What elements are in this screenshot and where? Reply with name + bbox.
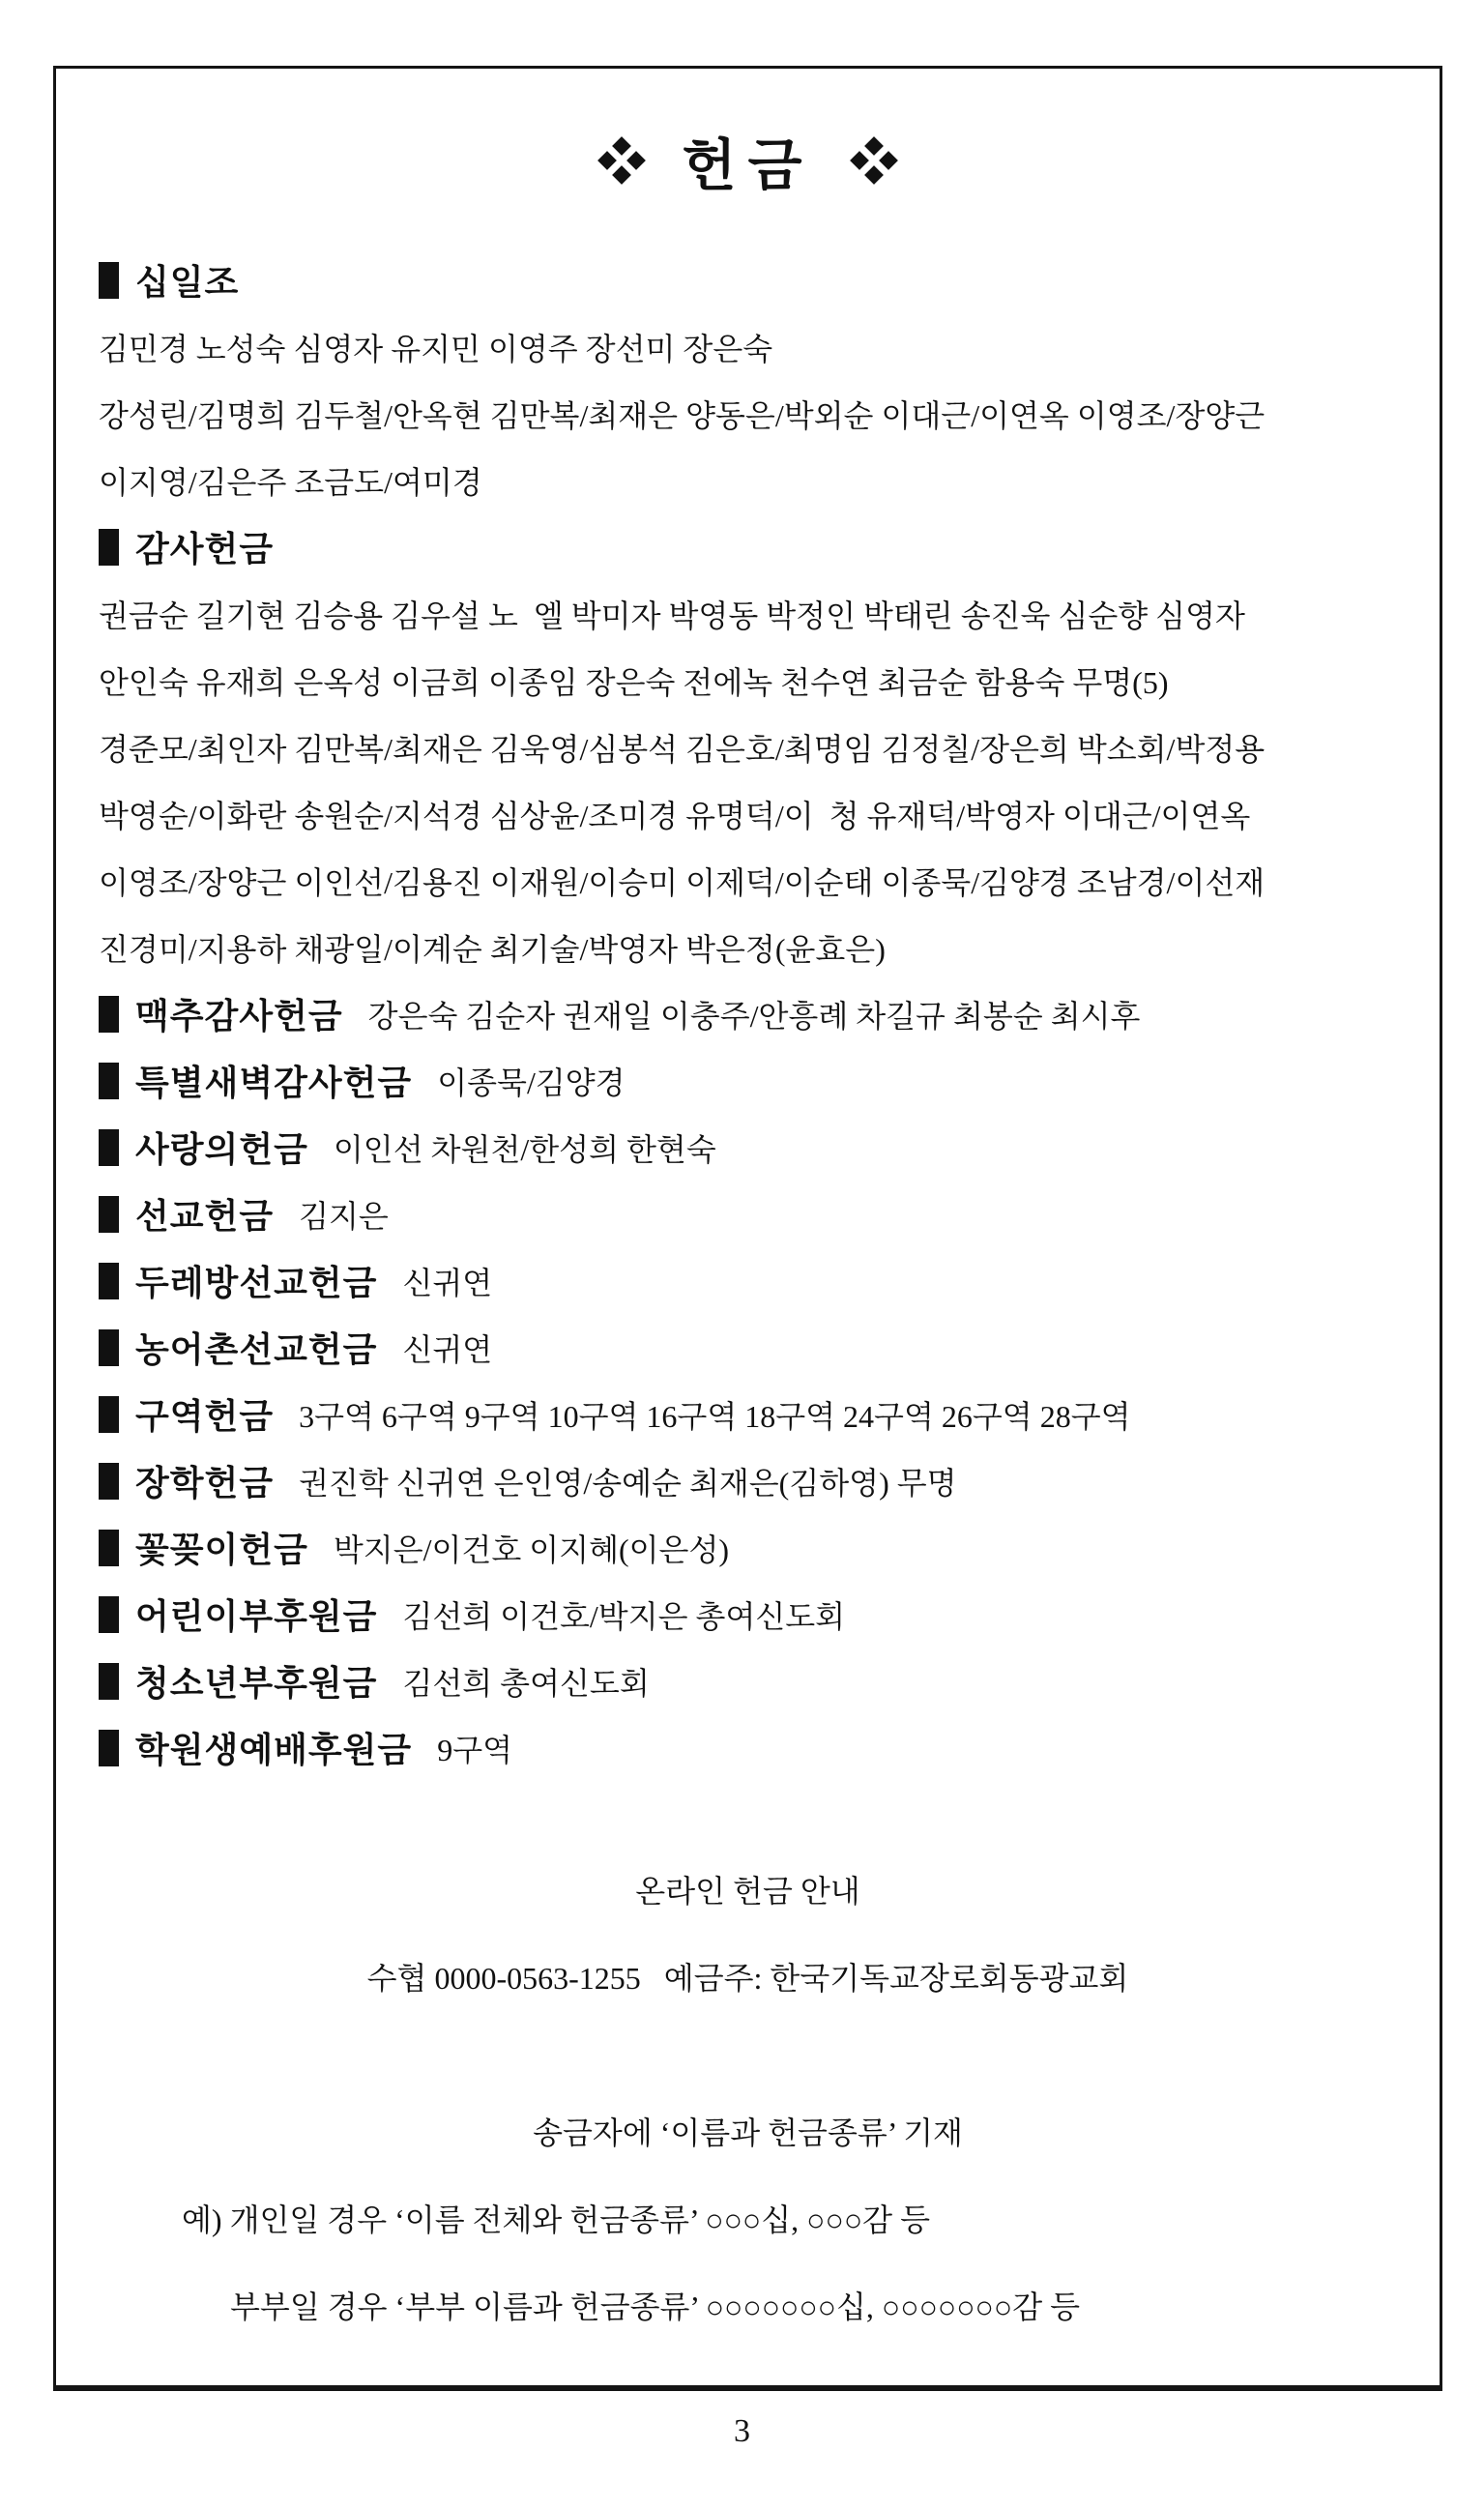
section-label: 맥추감사헌금 — [135, 996, 343, 1036]
section-header — [99, 1514, 1397, 1581]
section-header — [99, 1714, 1397, 1781]
section-bullet-icon — [99, 1063, 119, 1099]
names-line: 진경미/지용하 채광일/이계순 최기술/박영자 박은정(윤효은) — [99, 931, 886, 967]
section-bullet-icon — [99, 1129, 119, 1166]
names-line: 경준모/최인자 김만복/최재은 김욱영/심봉석 김은호/최명임 김정칠/장은희 박소회/박정용 — [99, 731, 1266, 767]
example-individual: 예) 개인일 경우 ‘이름 전체와 헌금종류’ ○○○십, ○○○감 등 — [182, 2203, 930, 2237]
section-names: 신귀연 — [402, 1331, 493, 1367]
section-label: 학원생예배후원금 — [135, 1730, 413, 1769]
section-label: 두레방선교헌금 — [135, 1263, 378, 1302]
section-names: 이종묵/김양경 — [437, 1065, 626, 1100]
section-bullet-icon — [99, 262, 119, 299]
section-label: 어린이부후원금 — [135, 1596, 378, 1636]
section-bullet-icon — [99, 1530, 119, 1566]
donation-sections — [99, 247, 1397, 1781]
names-line: 김민경 노성숙 심영자 유지민 이영주 장선미 장은숙 — [99, 331, 773, 366]
names-line: 이지영/김은주 조금도/여미경 — [99, 464, 482, 500]
page-title — [99, 119, 1397, 202]
bank-account-line: 수협 0000-0563-1255 예금주: 한국기독교장로회동광교회 — [366, 1961, 1129, 1996]
section-header — [99, 1314, 1397, 1381]
section-bullet-icon — [99, 1396, 119, 1433]
diamond-ornament-right-icon — [853, 139, 895, 182]
section-label: 감사헌금 — [135, 529, 275, 569]
section-names: 강은숙 김순자 권재일 이충주/안흥례 차길규 최봉순 최시후 — [367, 998, 1141, 1034]
online-giving-info — [99, 1866, 1397, 2332]
section-header — [99, 1381, 1397, 1447]
section-header — [99, 1247, 1397, 1314]
section-bullet-icon — [99, 996, 119, 1033]
section-label: 농어촌선교헌금 — [135, 1329, 378, 1369]
section-label: 구역헌금 — [135, 1396, 275, 1436]
section-names: 김지은 — [299, 1198, 389, 1234]
section-header — [99, 247, 1397, 313]
section-names: 3구역 6구역 9구역 10구역 16구역 18구역 24구역 26구역 28구역 — [299, 1398, 1131, 1434]
section-bullet-icon — [99, 1463, 119, 1500]
section-label: 청소년부후원금 — [135, 1663, 378, 1703]
section-label: 꽃꽂이헌금 — [135, 1530, 308, 1569]
section-header — [99, 1181, 1397, 1247]
names-line: 박영순/이화란 송원순/지석경 심상윤/조미경 유명덕/이 청 유재덕/박영자 이대근/이연옥 — [99, 798, 1251, 833]
page-title-text: 헌금 — [682, 134, 814, 197]
names-line: 권금순 길기현 김승용 김우설 노 엘 박미자 박영동 박정인 박태린 송진욱 심순향 심영자 — [99, 598, 1245, 633]
example-couple: 부부일 경우 ‘부부 이름과 헌금종류’ ○○○○○○○십, ○○○○○○○감 등 — [230, 2290, 1081, 2324]
names-line: 강성린/김명희 김두철/안옥현 김만복/최재은 양동은/박외순 이대근/이연옥 이영조/장양근 — [99, 397, 1266, 433]
section-label: 장학헌금 — [135, 1463, 275, 1502]
names-line: 이영조/장양근 이인선/김용진 이재원/이승미 이제덕/이순태 이종묵/김양경 조남경/이선재 — [99, 864, 1266, 900]
section-bullet-icon — [99, 1263, 119, 1299]
section-names: 9구역 — [437, 1732, 513, 1767]
section-label: 선교헌금 — [135, 1196, 275, 1236]
section-bullet-icon — [99, 1663, 119, 1700]
section-header — [99, 1581, 1397, 1648]
section-label: 특별새벽감사헌금 — [135, 1063, 413, 1102]
section-header — [99, 980, 1397, 1047]
section-bullet-icon — [99, 529, 119, 566]
content-frame — [53, 66, 1442, 2391]
section-header — [99, 513, 1397, 580]
page-number: 3 — [734, 2413, 750, 2449]
section-bullet-icon — [99, 1730, 119, 1766]
online-giving-heading: 온라인 헌금 안내 — [635, 1874, 860, 1909]
section-header — [99, 1047, 1397, 1114]
section-names: 권진학 신귀연 은인영/송예순 최재은(김하영) 무명 — [299, 1465, 957, 1501]
section-label: 사랑의헌금 — [135, 1129, 308, 1169]
names-line: 안인숙 유재희 은옥성 이금희 이종임 장은숙 전에녹 천수연 최금순 함용숙 무명(5) — [99, 664, 1169, 700]
section-names: 박지은/이건호 이지혜(이은성) — [333, 1532, 730, 1567]
section-bullet-icon — [99, 1196, 119, 1233]
section-header — [99, 1648, 1397, 1714]
section-names: 신귀연 — [402, 1265, 493, 1300]
section-header — [99, 1447, 1397, 1514]
section-bullet-icon — [99, 1596, 119, 1633]
section-header — [99, 1114, 1397, 1181]
section-names: 김선희 이건호/박지은 총여신도회 — [402, 1598, 846, 1634]
section-names: 김선희 총여신도회 — [402, 1665, 650, 1701]
remitter-note: 송금자에 ‘이름과 헌금종류’ 기재 — [533, 2115, 963, 2150]
section-label: 십일조 — [135, 262, 240, 302]
section-bullet-icon — [99, 1329, 119, 1366]
diamond-ornament-left-icon — [600, 139, 643, 182]
section-names: 이인선 차원천/한성희 한현숙 — [333, 1131, 716, 1167]
